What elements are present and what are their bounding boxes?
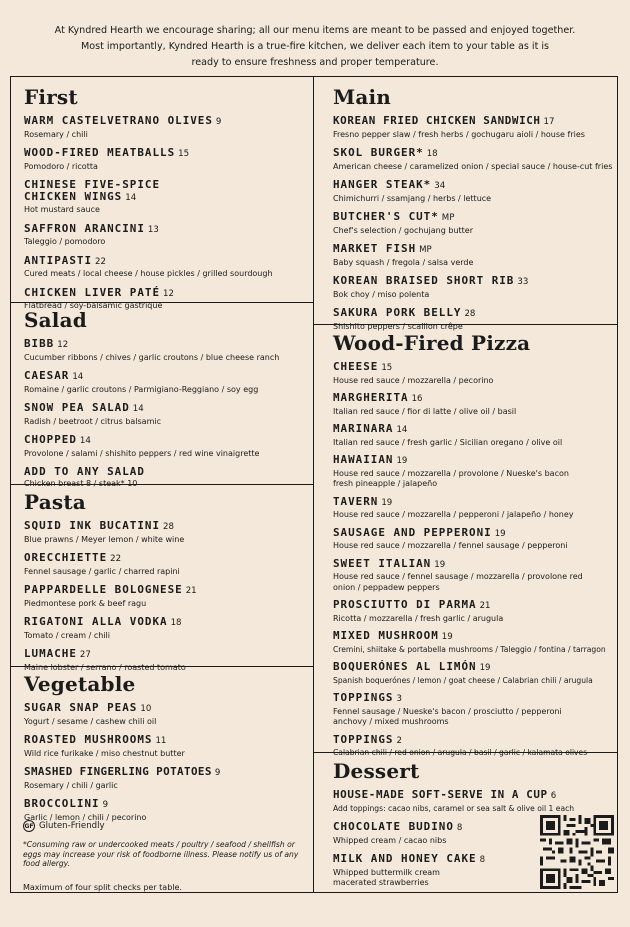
menu-item xyxy=(333,392,613,417)
menu-item xyxy=(333,496,613,521)
item-name: BUTCHER'S CUT* xyxy=(333,210,439,223)
item-name: HAWAIIAN xyxy=(333,453,394,466)
item-name: MIXED MUSHROOM xyxy=(333,629,439,642)
menu-item xyxy=(24,179,309,216)
intro-line-1: At Kyndred Hearth we encourage sharing; all our menu items are meant to be passed and enjoyed together. xyxy=(54,25,576,36)
item-price: 17 xyxy=(543,117,555,127)
item-name: CHOCOLATE BUDINO xyxy=(333,820,454,833)
menu-item xyxy=(333,558,613,594)
item-description: Hot mustard sauce xyxy=(24,205,100,214)
section-pizza xyxy=(333,331,613,765)
item-name: WOOD-FIRED MEATBALLS xyxy=(24,146,176,159)
item-price: 19 xyxy=(479,663,491,673)
item-name: TOPPINGS xyxy=(333,691,394,704)
item-description: Blue prawns / Meyer lemon / white wine xyxy=(24,534,185,544)
item-description: Baby squash / fregola / salsa verde xyxy=(333,257,474,267)
item-description: Italian red sauce / fior di latte / olive oil / basil xyxy=(333,406,517,416)
section-title: Salad xyxy=(24,308,87,332)
item-name: CHINESE FIVE-SPICE CHICKEN WINGS xyxy=(24,178,161,203)
gf-circle-icon: GF xyxy=(23,820,35,832)
item-description: House red sauce / fennel sausage / mozzarella / provolone red onion / peppadew peppers xyxy=(333,572,583,592)
item-price: 18 xyxy=(426,149,438,159)
item-price: 21 xyxy=(185,586,197,596)
item-description: Maine lobster / serrano / roasted tomato xyxy=(24,662,186,672)
menu-item xyxy=(333,734,613,759)
section-first xyxy=(24,85,309,319)
section-title: First xyxy=(24,85,78,109)
item-name: TOPPINGS xyxy=(333,732,394,746)
item-price: 12 xyxy=(163,288,174,299)
item-price: 19 xyxy=(396,456,408,466)
item-description: Whipped buttermilk cream macerated strawberries xyxy=(333,867,440,887)
item-name: SAUSAGE AND PEPPERONI xyxy=(333,525,492,539)
item-price: 9 xyxy=(215,117,222,127)
menu-item xyxy=(24,766,309,791)
item-description: Wild rice furikake / miso chestnut butter xyxy=(24,748,185,758)
section-title: Pasta xyxy=(24,490,86,514)
item-description: Chicken breast 8 / steak* 10 xyxy=(24,478,138,488)
item-price: 3 xyxy=(396,694,402,704)
menu-item xyxy=(333,423,613,448)
item-name: ADD TO ANY SALAD xyxy=(24,465,145,478)
item-price: 22 xyxy=(110,554,122,564)
item-name: ORECCHIETTE xyxy=(24,551,108,564)
menu-item xyxy=(333,147,613,172)
item-name: CHEESE xyxy=(333,360,379,373)
item-name: RIGATONI ALLA VODKA xyxy=(24,615,168,628)
menu-item xyxy=(24,370,309,395)
item-price: 14 xyxy=(125,192,137,203)
menu-item xyxy=(24,552,309,577)
menu-item xyxy=(333,361,613,386)
menu-item xyxy=(24,734,309,759)
item-description: Add toppings: cacao nibs, caramel or sea salt & olive oil 1 each xyxy=(333,803,575,813)
split-checks-note: Maximum of four split checks per table. xyxy=(23,882,182,892)
menu-item xyxy=(24,115,309,140)
item-name: SNOW PEA SALAD xyxy=(24,401,130,414)
item-price: 22 xyxy=(95,256,106,267)
item-price: 16 xyxy=(411,394,423,404)
item-price: 2 xyxy=(396,735,402,746)
item-price: 10 xyxy=(140,704,152,714)
item-price: 12 xyxy=(57,340,69,350)
item-description: Italian red sauce / fresh garlic / Sicilian oregano / olive oil xyxy=(333,437,563,447)
gluten-friendly-label: Gluten-Friendly xyxy=(39,821,105,831)
item-description: Rosemary / chili / garlic xyxy=(24,780,118,790)
item-description: Radish / beetroot / citrus balsamic xyxy=(24,416,161,426)
item-name: MILK AND HONEY CAKE xyxy=(333,852,477,865)
menu-item xyxy=(333,527,613,552)
item-price: 19 xyxy=(441,632,453,642)
item-name: SAFFRON ARANCINI xyxy=(24,221,145,235)
item-name: PROSCIUTTO DI PARMA xyxy=(333,598,477,611)
item-name: PAPPARDELLE BOLOGNESE xyxy=(24,583,183,596)
item-description: Chef's selection / gochujang butter xyxy=(333,225,474,235)
item-price: MP xyxy=(441,213,455,223)
item-name: SKOL BURGER* xyxy=(333,146,424,159)
item-description: Cucumber ribbons / chives / garlic croutons / blue cheese ranch xyxy=(24,352,280,362)
item-description: Provolone / salami / shishito peppers / red wine vinaigrette xyxy=(24,448,260,458)
item-name: SUGAR SNAP PEAS xyxy=(24,701,138,714)
menu-item xyxy=(24,648,309,673)
item-description: Fresno pepper slaw / fresh herbs / gochugaru aioli / house fries xyxy=(333,129,585,139)
menu-item xyxy=(24,584,309,609)
menu-item xyxy=(24,402,309,427)
item-price: 28 xyxy=(163,522,174,532)
item-price: 14 xyxy=(72,372,84,382)
item-description: House red sauce / mozzarella / pepperoni / jalapeño / honey xyxy=(333,510,574,519)
item-description: Spanish boquerónes / lemon / goat cheese / Calabrian chili / arugula xyxy=(333,675,593,685)
menu-item xyxy=(333,307,613,332)
menu-item xyxy=(24,255,309,280)
item-name: ANTIPASTI xyxy=(24,253,93,267)
section-main xyxy=(333,85,613,339)
menu-item xyxy=(24,702,309,727)
item-name: SAKURA PORK BELLY xyxy=(333,306,462,319)
section-title: Main xyxy=(333,85,392,109)
menu-item xyxy=(333,661,613,686)
item-price: 8 xyxy=(456,823,463,833)
item-description: Bok choy / miso polenta xyxy=(333,289,430,299)
item-description: House red sauce / mozzarella / pecorino xyxy=(333,375,494,385)
item-price: 18 xyxy=(170,618,182,628)
item-name: LUMACHE xyxy=(24,647,77,660)
item-name: CHICKEN LIVER PATÉ xyxy=(24,285,161,299)
item-price: 14 xyxy=(79,436,91,446)
intro-line-3: ready to ensure freshness and proper temperature. xyxy=(191,56,439,68)
menu-item xyxy=(333,275,613,300)
item-name: WARM CASTELVETRANO OLIVES xyxy=(24,114,213,127)
item-name: BROCCOLINI xyxy=(24,797,100,810)
item-name: TAVERN xyxy=(333,494,379,508)
menu-item xyxy=(24,223,309,248)
menu-item xyxy=(333,115,613,140)
item-description: American cheese / caramelized onion / special sauce / house-cut fries xyxy=(333,161,613,171)
item-name: SMASHED FINGERLING POTATOES xyxy=(24,765,212,778)
intro-text xyxy=(30,23,600,70)
item-price: 14 xyxy=(396,425,408,435)
item-description: Piedmontese pork & beef ragu xyxy=(24,598,147,608)
item-price: MP xyxy=(419,245,432,255)
item-price: 19 xyxy=(494,528,506,539)
item-name: BIBB xyxy=(24,337,55,350)
menu-item xyxy=(333,179,613,204)
menu-item xyxy=(333,454,613,490)
item-description: Tomato / cream / chili xyxy=(24,630,110,640)
item-description: Flatbread / soy-balsamic gastrique xyxy=(24,301,163,310)
menu-item xyxy=(333,599,613,624)
item-description: Cremini, shiitake & portabella mushrooms / Taleggio / fontina / tarragon xyxy=(333,644,606,654)
menu-item xyxy=(24,616,309,641)
item-price: 8 xyxy=(479,855,486,865)
item-description: Fennel sausage / Nueske's bacon / prosciutto / pepperoni anchovy / mixed mushrooms xyxy=(333,706,562,726)
item-price: 19 xyxy=(434,559,446,570)
item-price: 28 xyxy=(464,309,476,319)
item-name: CHOPPED xyxy=(24,433,77,446)
section-pasta xyxy=(24,490,309,680)
menu-item xyxy=(24,520,309,545)
item-name: MARGHERITA xyxy=(333,391,409,404)
item-price: 13 xyxy=(147,224,159,235)
item-price: 11 xyxy=(155,736,167,746)
menu-item xyxy=(333,211,613,236)
consumer-advisory: *Consuming raw or undercooked meats / poultry / seafood / shellfish or eggs may increase your risk of foodborne illness. Please notify us of any food allergy. xyxy=(23,840,299,869)
item-price: 6 xyxy=(550,791,557,801)
menu-item xyxy=(333,243,613,268)
menu-item xyxy=(333,630,613,655)
item-price: 33 xyxy=(517,277,529,287)
item-name: MARINARA xyxy=(333,422,394,435)
item-price: 9 xyxy=(102,800,109,810)
item-name: KOREAN FRIED CHICKEN SANDWICH xyxy=(333,114,541,127)
item-name: ROASTED MUSHROOMS xyxy=(24,733,153,746)
item-price: 14 xyxy=(132,404,144,414)
item-description: Fennel sausage / garlic / charred rapini xyxy=(24,566,180,576)
item-price: 9 xyxy=(214,768,221,778)
item-price: 19 xyxy=(381,497,393,508)
item-price: 21 xyxy=(479,601,491,611)
item-description: Ricotta / mozzarella / fresh garlic / arugula xyxy=(333,613,504,623)
menu-item xyxy=(333,789,613,814)
item-description: Rosemary / chili xyxy=(24,129,88,139)
section-salad xyxy=(24,308,309,496)
item-name: SQUID INK BUCATINI xyxy=(24,519,161,532)
item-name: HOUSE-MADE SOFT-SERVE IN A CUP xyxy=(333,788,548,801)
item-description: Yogurt / sesame / cashew chili oil xyxy=(24,716,157,726)
item-name: MARKET FISH xyxy=(333,242,417,255)
item-description: Cured meats / local cheese / house pickles / grilled sourdough xyxy=(24,269,273,278)
section-title: Wood-Fired Pizza xyxy=(333,331,531,355)
qr-code-icon[interactable] xyxy=(540,815,614,889)
menu-footer xyxy=(23,820,303,892)
menu-item xyxy=(24,466,309,489)
section-title: Dessert xyxy=(333,759,420,783)
item-name: KOREAN BRAISED SHORT RIB xyxy=(333,274,515,287)
item-description: Whipped cream / cacao nibs xyxy=(333,835,447,845)
item-price: 15 xyxy=(178,149,190,159)
item-price: 34 xyxy=(434,181,446,191)
section-title: Vegetable xyxy=(24,672,136,696)
item-price: 15 xyxy=(381,363,393,373)
menu-item xyxy=(24,147,309,172)
intro-line-2: Most importantly, Kyndred Hearth is a true-fire kitchen, we deliver each item to your table as it is xyxy=(80,40,550,52)
item-description: Shishito peppers / scallion crêpe xyxy=(333,321,463,331)
item-description: Taleggio / pomodoro xyxy=(24,237,106,246)
menu-item xyxy=(24,338,309,363)
item-price: 27 xyxy=(79,650,91,660)
menu-item xyxy=(333,692,613,728)
item-description: House red sauce / mozzarella / fennel sausage / pepperoni xyxy=(333,541,568,550)
gluten-friendly-legend xyxy=(23,820,303,832)
item-name: CAESAR xyxy=(24,369,70,382)
item-description: Romaine / garlic croutons / Parmigiano-Reggiano / soy egg xyxy=(24,384,259,394)
item-name: HANGER STEAK* xyxy=(333,178,432,191)
item-name: SWEET ITALIAN xyxy=(333,556,432,570)
item-description: Pomodoro / ricotta xyxy=(24,161,98,171)
item-description: Chimichurri / ssamjang / herbs / lettuce xyxy=(333,193,492,203)
section-vegetable xyxy=(24,672,309,830)
item-description: Calabrian chili / red onion / arugula / basil / garlic / kalamata olives xyxy=(333,748,588,757)
item-description: House red sauce / mozzarella / provolone / Nueske's bacon fresh pineapple / jalapeño xyxy=(333,468,569,488)
item-description: Garlic / lemon / chili / pecorino xyxy=(24,812,147,822)
menu-item xyxy=(24,434,309,459)
item-name: BOQUERÓNES AL LIMÓN xyxy=(333,660,477,673)
